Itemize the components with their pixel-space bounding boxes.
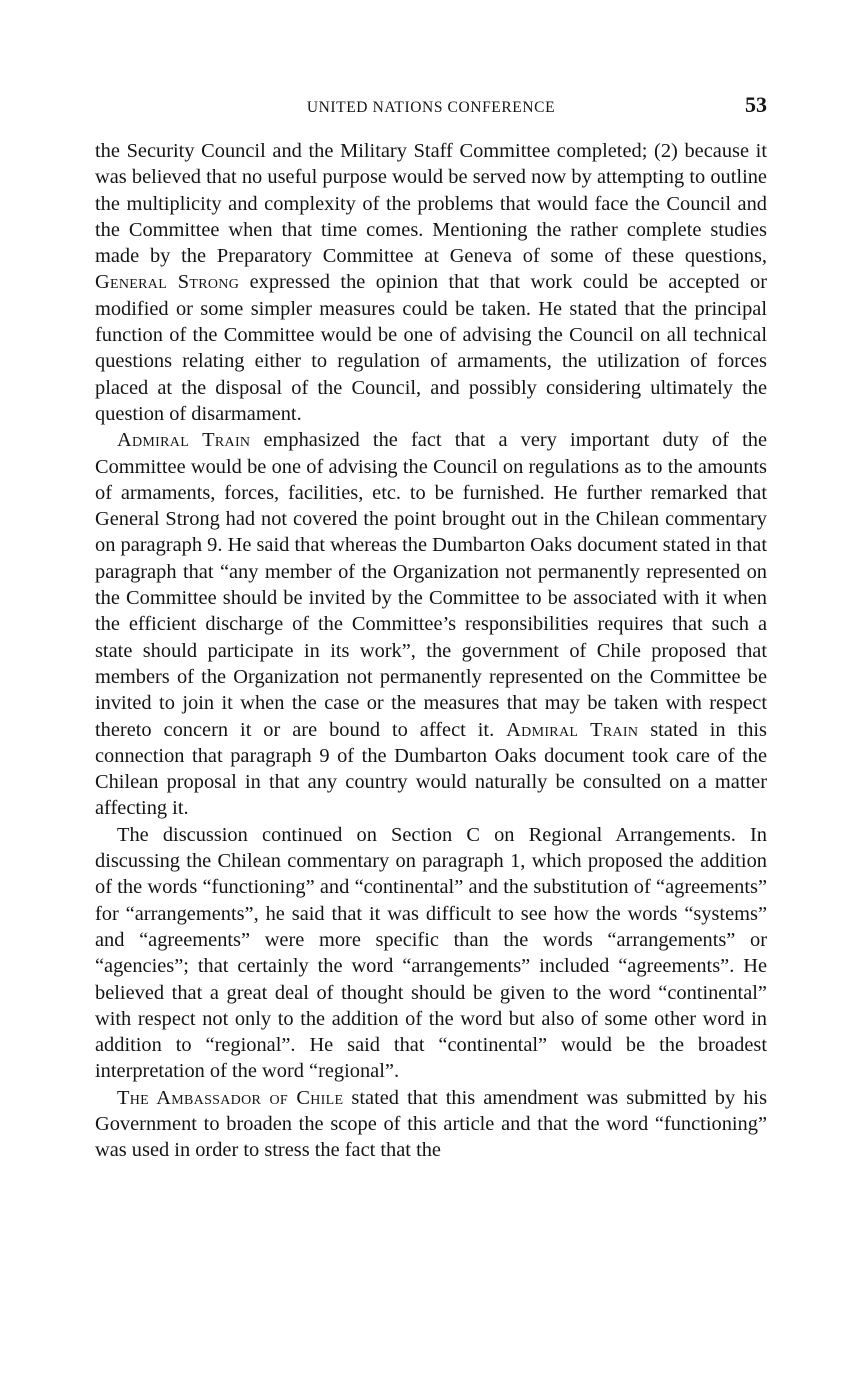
page-number: 53 xyxy=(745,92,767,117)
running-head xyxy=(95,92,767,122)
speaker-name: Admiral Train xyxy=(506,718,639,741)
paragraph xyxy=(95,1085,767,1164)
speaker-name: General Strong xyxy=(95,271,240,294)
paragraph-text: stated that this amendment was submitted by his Government to broaden the scope of this article and that the word “functioning” was used in order to stress the fact that the xyxy=(95,1086,768,1162)
paragraph-text: emphasized the fact that a very important duty of the Committee would be one of advising the Council on regulations as to the amounts of armaments, forces, facilities, etc. to be furnished. He further remarked that General Strong had not covered the point brought out in the Chilean commentary on paragraph 9. He said that whereas the Dumbarton Oaks document stated in that paragraph that “any member of the Organization not permanently represented on the Committee should be invited by the Committee to be associated with it when the efficient discharge of the Committee’s responsibilities requires that such a state should participate in its work”, the government of Chile proposed that members of the Organization not permanently represented on the Committee be invited to join it when the case or the measures that may be taken with respect thereto concern it or are bound to affect it. xyxy=(95,429,767,741)
paragraph-text: expressed the opinion that that work could be accepted or modified or some simpler measures could be taken. He stated that the principal function of the Committee would be one of advising the Council on all technical questions relating either to regulation of armaments, the utilization of forces placed at the disposal of the Council, and possibly considering ultimately the question of disarmament. xyxy=(95,271,767,425)
paragraph-continued xyxy=(95,138,767,427)
body-text xyxy=(95,138,767,1164)
paragraph-text: stated in this connection that paragraph 9 of the Dumbarton Oaks document took care of the Chilean proposal in that any country would naturally be consulted on a matter affecting it. xyxy=(95,718,767,820)
paragraph xyxy=(95,822,767,1085)
paragraph-text: The discussion continued on Section C on Regional Arrangements. In discussing the Chilean commentary on paragraph 1, which proposed the addition of the words “functioning” and “continental” and the substitution of “agreements” for “arrangements”, he said that it was difficult to see how the words “systems” and “agreements” were more specific than the words “arrangements” or “agencies”; that certainly the word “arrangements” included “agreements”. He believed that a great deal of thought should be given to the word “continental” with respect not only to the addition of the word but also of some other word in addition to “regional”. He said that “continental” would be the broadest interpretation of the word “regional”. xyxy=(95,823,767,1083)
speaker-name: The Ambassador of Chile xyxy=(117,1086,344,1109)
running-title: UNITED NATIONS CONFERENCE xyxy=(306,99,556,116)
speaker-name: Admiral Train xyxy=(117,429,251,452)
paragraph xyxy=(95,427,767,821)
paragraph-text: the Security Council and the Military Staff Committee completed; (2) because it was believed that no useful purpose would be served now by attempting to outline the multiplicity and complexity of the problems that would face the Council and the Committee when that time comes. Mentioning the rather complete studies made by the Preparatory Committee at Geneva of some of these questions, xyxy=(95,140,767,268)
